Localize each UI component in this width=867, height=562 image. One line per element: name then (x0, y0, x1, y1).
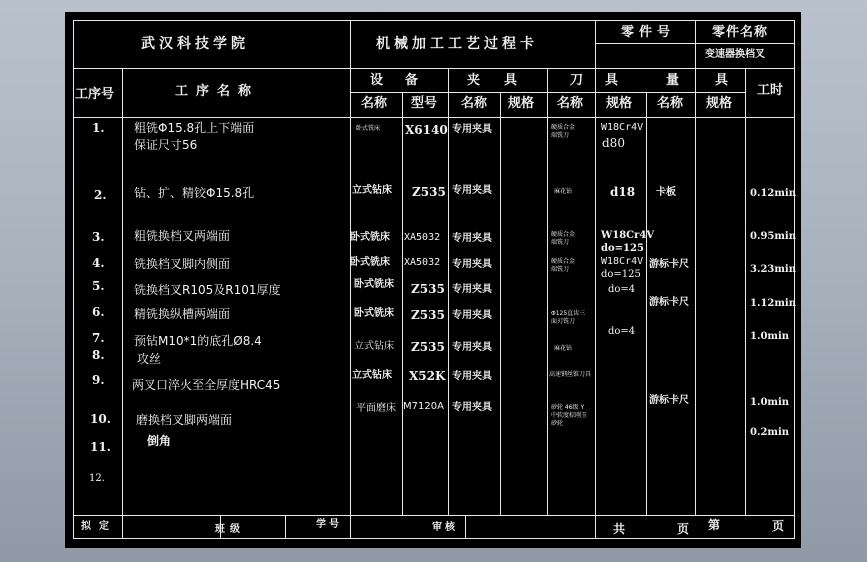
row1-tool: 硬质合金 端铣刀 (551, 124, 576, 139)
part-no-label: 零件号 (621, 25, 676, 40)
row4-fixture: 专用夹具 (452, 259, 492, 270)
row9-name: 两叉口淬火至全厚度HRC45 (132, 378, 281, 392)
row2-name: 钻、扩、精铰Φ15.8孔 (134, 186, 255, 200)
footer-student-no: 学号 (316, 519, 342, 530)
row3-equipment: 卧式铣床 (350, 232, 390, 243)
row1-no: 1. (92, 121, 105, 135)
sub-name-fixture: 名称 (461, 96, 488, 111)
row4-model: XA5032 (404, 257, 441, 268)
row10-fixture: 专用夹具 (452, 402, 492, 413)
row3-tool: 硬质合金 端铣刀 (551, 231, 576, 246)
sub-spec-fixture: 规格 (508, 96, 535, 111)
row10-no: 10. (90, 412, 111, 426)
row11-no: 11. (90, 440, 111, 454)
row6-fixture: 专用夹具 (452, 310, 492, 321)
row3-fixture: 专用夹具 (452, 233, 492, 244)
row10-equipment: 平面磨床 (356, 403, 396, 414)
row7-tool: 麻花钻 (554, 345, 573, 352)
row10-hours: 1.0min (750, 397, 790, 408)
row1-name-2: 保证尺寸56 (134, 138, 198, 152)
row8-no: 8. (92, 348, 105, 362)
row6-model: Z535 (411, 308, 445, 322)
col-step-name: 工序名称 (175, 84, 260, 99)
row10-tool: 砂轮 46级 Y 中软度棕刚玉 砂轮 (551, 404, 588, 427)
row2-hours: 0.12min (750, 188, 797, 199)
row7-model: Z535 (411, 340, 445, 354)
row4-name: 铣换档叉脚内侧面 (134, 257, 231, 271)
row6-equipment: 卧式铣床 (354, 308, 394, 319)
col-line-4 (448, 68, 449, 515)
row10-gauge: 游标卡尺 (649, 395, 689, 406)
row1-spec: W18Cr4V (601, 122, 644, 133)
col-hours: 工时 (757, 83, 784, 98)
row7-name: 预钻M10*1的底孔Ø8.4 (134, 334, 262, 348)
col-line-7 (595, 20, 596, 539)
row1-equipment: 卧式铣床 (356, 125, 381, 132)
row4-hours: 3.23min (750, 264, 797, 275)
footer-review: 审核 (432, 522, 458, 533)
header-divider (73, 68, 794, 69)
part-name-label: 零件名称 (712, 25, 769, 40)
row1-spec-2: d80 (602, 136, 625, 150)
row4-spec-2: do=125 (601, 269, 641, 280)
row6-tool: Φ125直齿三 面刃铣刀 (551, 310, 586, 325)
col-line-3 (402, 92, 403, 515)
row3-hours: 0.95min (750, 231, 797, 242)
sub-spec-gauge: 规格 (706, 96, 733, 111)
row2-tool: 麻花钻 (554, 188, 573, 195)
row7-equipment: 立式钻床 (354, 341, 394, 352)
row10-model: M7120A (403, 401, 444, 412)
col-line-1 (122, 68, 123, 539)
sub-spec-tool: 规格 (606, 96, 633, 111)
row1-fixture: 专用夹具 (452, 124, 492, 135)
row4-no: 4. (92, 256, 105, 270)
col-line-8 (646, 92, 647, 515)
row6-name: 精铣换纵槽两端面 (134, 307, 231, 321)
footer-line-c (465, 515, 466, 539)
col-fixture: 夹具 (467, 73, 542, 88)
col-line-2 (350, 20, 351, 539)
row3-spec-2: do=125 (601, 243, 644, 254)
row2-model: Z535 (412, 185, 446, 199)
row11-name: 倒角 (147, 434, 172, 448)
col-step-no: 工序号 (75, 87, 115, 102)
row1-model: X6140 (405, 123, 448, 137)
row2-gauge: 卡板 (656, 187, 676, 198)
row5-model: Z535 (411, 282, 445, 296)
school-name: 武汉科技学院 (141, 36, 249, 52)
row1-name: 粗铣Φ15.8孔上下端面 (134, 121, 255, 135)
frame-bottom (73, 538, 794, 539)
col-gauge: 量具 (666, 73, 765, 88)
footer-divider (73, 515, 794, 516)
row5-spec: do=4 (608, 284, 636, 295)
row7-fixture: 专用夹具 (452, 342, 492, 353)
row5-equipment: 卧式铣床 (354, 279, 394, 290)
row5-no: 5. (92, 279, 105, 293)
row3-model: XA5032 (404, 232, 441, 243)
col-line-5 (500, 92, 501, 515)
frame-left (73, 20, 74, 539)
col-equipment: 设备 (370, 73, 441, 88)
row10-name: 磨换档叉脚两端面 (136, 413, 233, 427)
part-name-value: 变速器换档叉 (705, 49, 765, 60)
row7-no: 7. (92, 331, 105, 345)
row4-tool: 硬质合金 端铣刀 (551, 258, 576, 273)
row3-name: 粗铣换档叉两端面 (134, 229, 231, 243)
sub-name-equipment: 名称 (361, 96, 388, 111)
sub-model-equipment: 型号 (411, 96, 438, 111)
row6-no: 6. (92, 305, 105, 319)
row2-equipment: 立式钻床 (352, 185, 392, 196)
sub-name-tool: 名称 (557, 96, 584, 111)
process-card-sheet (65, 12, 801, 548)
footer-nth: 第 (708, 518, 721, 532)
sub-name-gauge: 名称 (657, 96, 684, 111)
row5-fixture: 专用夹具 (452, 284, 492, 295)
row8-model: X52K (409, 369, 446, 383)
row6-gauge: 游标卡尺 (649, 297, 689, 308)
row4-gauge: 游标卡尺 (649, 259, 689, 270)
col-line-6 (547, 68, 548, 515)
row5-name: 铣换档叉R105及R101厚度 (134, 283, 281, 297)
footer-class: 班级 (215, 524, 245, 535)
row2-no: 2. (94, 188, 107, 202)
row9-no: 9. (92, 373, 105, 387)
col-line-10 (745, 68, 746, 515)
frame-right (794, 20, 795, 539)
row8-fixture: 专用夹具 (452, 371, 492, 382)
row6-hours: 1.12min (750, 298, 797, 309)
row2-fixture: 专用夹具 (452, 185, 492, 196)
col-tool: 刀具 (570, 73, 641, 88)
column-header-divider (73, 117, 794, 118)
footer-page-1: 页 (677, 522, 690, 536)
row3-spec: W18Cr4V (601, 230, 655, 241)
row8-name: 攻丝 (137, 352, 162, 366)
row2-spec: d18 (610, 185, 636, 199)
frame-top (73, 20, 794, 21)
footer-page-2: 页 (772, 519, 785, 533)
row8-equipment: 立式钻床 (352, 370, 392, 381)
footer-drafter: 拟定 (81, 521, 117, 532)
row4-equipment: 卧式铣床 (350, 257, 390, 268)
row12-no: 12. (89, 473, 105, 484)
col-line-9 (695, 20, 696, 515)
footer-line-b (285, 515, 286, 539)
row7-spec: do=4 (608, 326, 636, 337)
row11-hours: 0.2min (750, 427, 790, 438)
row3-no: 3. (92, 230, 105, 244)
footer-total: 共 (613, 522, 626, 536)
row8-tool: 高速钢丝锥刀具 (549, 371, 592, 378)
row4-spec: W18Cr4V (601, 256, 644, 267)
row7-hours: 1.0min (750, 331, 790, 342)
card-title: 机械加工工艺过程卡 (376, 36, 538, 52)
